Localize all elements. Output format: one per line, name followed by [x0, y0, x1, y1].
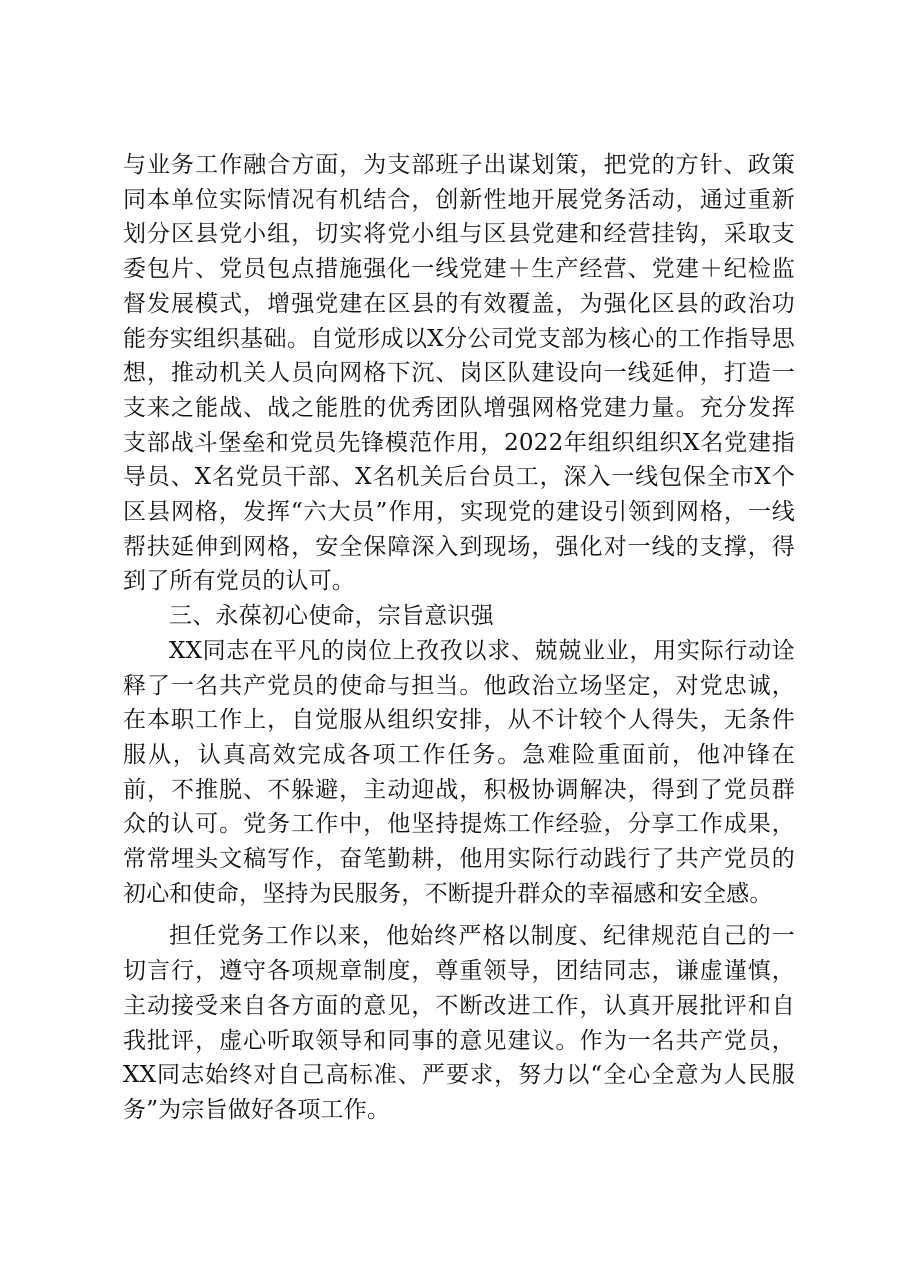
paragraph-mission: XX同志在平凡的岗位上孜孜以求、兢兢业业，用实际行动诠释了一名共产党员的使命与担当。他政治立场坚定，对党忠诚，在本职工作上，自觉服从组织安排，从不计较个人得失，无条件服从，认真高效完成各项工作任务。急难险重面前，他冲锋在前，不推脱、不躲避，主动迎战，积极协调解决，得到了党员群众的认可。党务工作中，他坚持提炼工作经验，分享工作成果，常常埋头文稿写作，奋笔勤耕，他用实际行动践行了共产党员的初心和使命，坚持为民服务，不断提升群众的幸福感和安全感。	[123, 637, 795, 907]
paragraph-discipline: 担任党务工作以来，他始终严格以制度、纪律规范自己的一切言行，遵守各项规章制度，尊重领导，团结同志，谦虚谨慎，主动接受来自各方面的意见，不断改进工作，认真开展批评和自我批评，虚心听取领导和同事的意见建议。作为一名共产党员，XX同志始终对自己高标准、严要求，努力以“全心全意为人民服务”为宗旨做好各项工作。	[123, 923, 795, 1123]
document-page	[123, 148, 795, 1128]
section-heading-3: 三、永葆初心使命，宗旨意识强	[169, 603, 494, 630]
paragraph-party-building: 与业务工作融合方面，为支部班子出谋划策，把党的方针、政策同本单位实际情况有机结合，创新性地开展党务活动，通过重新划分区县党小组，切实将党小组与区县党建和经营挂钩，采取支委包片、党员包点措施强化一线党建＋生产经营、党建＋纪检监督发展模式，增强党建在区县的有效覆盖，为强化区县的政治功能夯实组织基础。自觉形成以X分公司党支部为核心的工作指导思想，推动机关人员向网格下沉、岗区队建设向一线延伸，打造一支来之能战、战之能胜的优秀团队增强网格党建力量。充分发挥支部战斗堡垒和党员先锋模范作用，2022年组织组织X名党建指导员、X名党员干部、X名机关后台员工，深入一线包保全市X个区县网格，发挥“六大员”作用，实现党的建设引领到网格，一线帮扶延伸到网格，安全保障深入到现场，强化对一线的支撑，得到了所有党员的认可。	[123, 152, 795, 595]
